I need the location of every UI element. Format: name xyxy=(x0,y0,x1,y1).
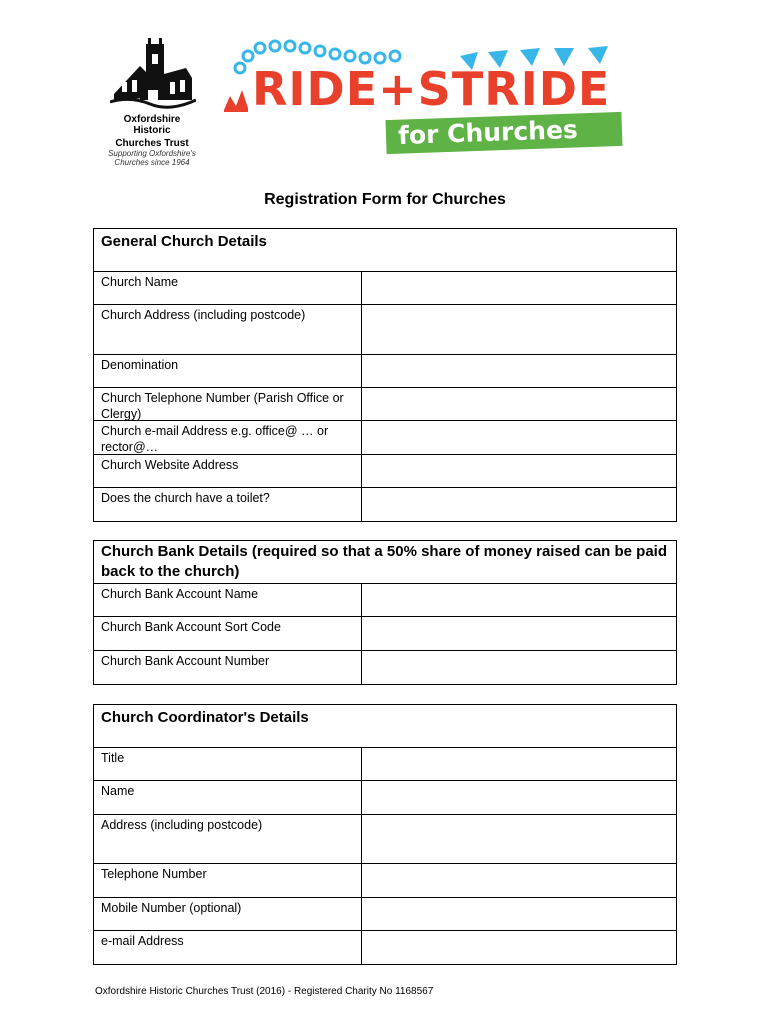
table-row xyxy=(94,898,676,931)
ohct-logo xyxy=(104,38,204,167)
table-row xyxy=(94,455,676,488)
field-label: Church e-mail Address e.g. office@ … or rector@… xyxy=(94,421,362,454)
field-label: Telephone Number xyxy=(94,864,362,897)
field-label: Church Address (including postcode) xyxy=(94,305,362,354)
church-icon xyxy=(110,38,196,112)
denomination-field[interactable] xyxy=(362,355,676,387)
church-name-field[interactable] xyxy=(362,272,676,304)
org-name-line1: Oxfordshire Historic xyxy=(123,114,181,136)
church-address-field[interactable] xyxy=(362,305,676,354)
church-website-field[interactable] xyxy=(362,455,676,487)
field-label: Denomination xyxy=(94,355,362,387)
org-tagline-line1: Supporting Oxfordshire's xyxy=(108,149,196,158)
field-label: Church Bank Account Name xyxy=(94,584,362,616)
org-name-line2: Churches Trust xyxy=(115,138,189,149)
email-field[interactable] xyxy=(362,931,676,964)
table-row xyxy=(94,421,676,455)
field-label: Name xyxy=(94,781,362,814)
table-row xyxy=(94,815,676,864)
table-row xyxy=(94,272,676,305)
field-label: Church Website Address xyxy=(94,455,362,487)
church-coordinator-details-table xyxy=(93,704,677,965)
church-bank-details-table xyxy=(93,540,677,685)
table-row xyxy=(94,781,676,815)
field-label: Address (including postcode) xyxy=(94,815,362,863)
section-heading: Church Coordinator's Details xyxy=(94,705,676,748)
field-label: Church Name xyxy=(94,272,362,304)
table-row xyxy=(94,584,676,617)
toilet-field[interactable] xyxy=(362,488,676,521)
ride-stride-logo xyxy=(220,38,665,158)
church-telephone-field[interactable] xyxy=(362,388,676,420)
table-row xyxy=(94,388,676,421)
field-label: e-mail Address xyxy=(94,931,362,964)
field-label: Church Telephone Number (Parish Office or Clergy) xyxy=(94,388,362,420)
table-row xyxy=(94,931,676,964)
church-email-field[interactable] xyxy=(362,421,676,454)
section-heading: Church Bank Details (required so that a 50% share of money raised can be paid back to the church) xyxy=(94,541,676,584)
org-tagline-line2: Churches since 1964 xyxy=(114,158,190,167)
section-heading: General Church Details xyxy=(94,229,676,272)
address-field[interactable] xyxy=(362,815,676,863)
table-row xyxy=(94,488,676,521)
event-subtitle: for Churches xyxy=(397,114,579,151)
event-title: RIDE+STRIDE xyxy=(252,62,611,116)
field-label: Does the church have a toilet? xyxy=(94,488,362,521)
table-row xyxy=(94,864,676,898)
title-field[interactable] xyxy=(362,748,676,780)
footer-text: Oxfordshire Historic Churches Trust (2016) - Registered Charity No 1168567 xyxy=(95,986,434,997)
table-row xyxy=(94,651,676,684)
field-label: Church Bank Account Sort Code xyxy=(94,617,362,650)
account-number-field[interactable] xyxy=(362,651,676,684)
mobile-field[interactable] xyxy=(362,898,676,930)
field-label: Church Bank Account Number xyxy=(94,651,362,684)
form-title: Registration Form for Churches xyxy=(264,191,506,208)
table-row xyxy=(94,617,676,651)
telephone-field[interactable] xyxy=(362,864,676,897)
sort-code-field[interactable] xyxy=(362,617,676,650)
table-row xyxy=(94,305,676,355)
field-label: Title xyxy=(94,748,362,780)
name-field[interactable] xyxy=(362,781,676,814)
bank-account-name-field[interactable] xyxy=(362,584,676,616)
table-row xyxy=(94,748,676,781)
field-label: Mobile Number (optional) xyxy=(94,898,362,930)
general-church-details-table xyxy=(93,228,677,522)
table-row xyxy=(94,355,676,388)
